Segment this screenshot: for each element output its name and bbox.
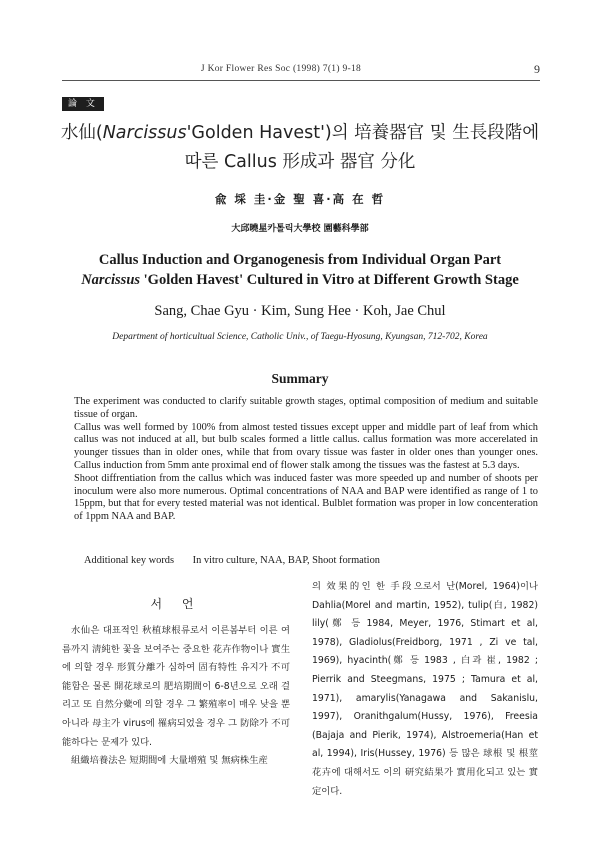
intro-paragraph-continued: 의 效果的인 한 手段으로서 난(Morel, 1964)이나 Dahlia(Morel and martin, 1952), tulip(白, 1982) lily(鄭 등 1984, Meyer, 1976, Stimart et al, 1978), Gladiolus(Freidborg, 1971 , Zi ve tal, 1969), hyacinth(鄭 등 1983 , 白과 崔, 1982 ; Pierrik and Steegmans, 1975 ; Tamura et al, 1971), amarylis(Yanagawa and Sakanislu, 1997), Oranithgalum(Hussy, 1976), Freesia (Bajaja and Pierik, 1974), Alstroemeria(Han et al, 1994), Iris(Hussey, 1976) 등 많은 球根 및 根莖 花卉에 대해서도 이의 研究結果가 實用化되고 있는 實定이다. — [312, 581, 538, 797]
intro-paragraph: 水仙은 대표적인 秋植球根류로서 이른봄부터 이른 여름까지 淸純한 꽃을 보여주는 중요한 花卉作物이나 實生에 의할 경우 形質分離가 심하여 固有特性 유지가 不可能함은 물론 開花球로의 肥培期間이 6-8년으로 오래 걸리고 또 自然分蘗에 의할 경우 그 繁殖率이 매우 낮을 뿐 아니라 母主가 virus에 罹病되었을 경우 그 防除가 不可能하다는 문제가 있다. — [62, 625, 290, 748]
intro-heading: 서 언 — [150, 597, 202, 611]
intro-right-column — [312, 578, 538, 801]
keywords-value: In vitro culture, NAA, BAP, Shoot formation — [192, 555, 380, 566]
english-affiliation: Department of horticultual Science, Catholic Univ., of Taegu-Hyosung, Kyungsan, 712-702, Korea — [112, 332, 488, 342]
summary-heading: Summary — [271, 371, 329, 386]
english-title-rest: 'Golden Havest' Cultured in Vitro at Different Growth Stage — [140, 272, 519, 288]
korean-title-line2: 따른 Callus 形成과 器官 分化 — [184, 152, 416, 172]
summary-body — [74, 396, 538, 524]
running-head — [62, 62, 540, 78]
summary-paragraph: The experiment was conducted to clarify suitable growth stages, optimal composition of medium and suitable tissue of organ. — [74, 396, 538, 420]
english-title-line2 — [40, 272, 560, 289]
korean-title-genus: Narcissus — [102, 123, 187, 143]
english-title-genus: Narcissus — [81, 272, 141, 288]
summary-paragraph: Shoot diffrentiation from the callus which was induced faster was more speeded up and number of shoots per inoculum were also more numerous. Optimal concentrations of NAA and BAP were identified as range of 1 to 15ppm, but that for every tested material was not identical. Bulblet formation was proper in low concenteration of 1ppm NAA and BAP. — [74, 472, 538, 523]
intro-left-column — [62, 582, 290, 771]
journal-citation: J Kor Flower Res Soc (1998) 7(1) 9-18 — [200, 64, 362, 74]
english-authors: Sang, Chae Gyu · Kim, Sung Hee · Koh, Jae Chul — [154, 303, 446, 319]
korean-title-pre: 水仙( — [60, 123, 103, 143]
article-type-badge: 論 文 — [62, 97, 104, 111]
intro-paragraph: 組織培養法은 短期間에 大量增殖 및 無病株生産 — [71, 755, 268, 767]
korean-title-post: 'Golden Havest')의 培養器官 및 生長段階에 — [186, 123, 540, 143]
keywords-label: Additional key words — [84, 555, 175, 566]
korean-title-line1 — [40, 119, 560, 144]
keywords-line — [84, 555, 538, 566]
korean-affiliation: 大邱曉星카톨릭大學校 園藝科學部 — [231, 224, 369, 234]
korean-authors: 兪 埰 圭·金 聖 喜·高 在 哲 — [214, 192, 386, 206]
header-rule — [62, 80, 540, 81]
english-title-line1: Callus Induction and Organogenesis from Individual Organ Part — [98, 252, 502, 268]
summary-paragraph: Callus was well formed by 100% from almost tested tissues except upper and middle part of leaf from which callus was not induced at all, but bulb scales formed a little callus. callus formation was more accerelated in younger tissues than in older ones, while that from ovary tissue was faster in older ones than younger ones. Callus induction from 5mm ante proximal end of flower stalk among the tissues was the fastest at 5.3 days. — [74, 421, 538, 471]
page-number: 9 — [534, 62, 540, 76]
